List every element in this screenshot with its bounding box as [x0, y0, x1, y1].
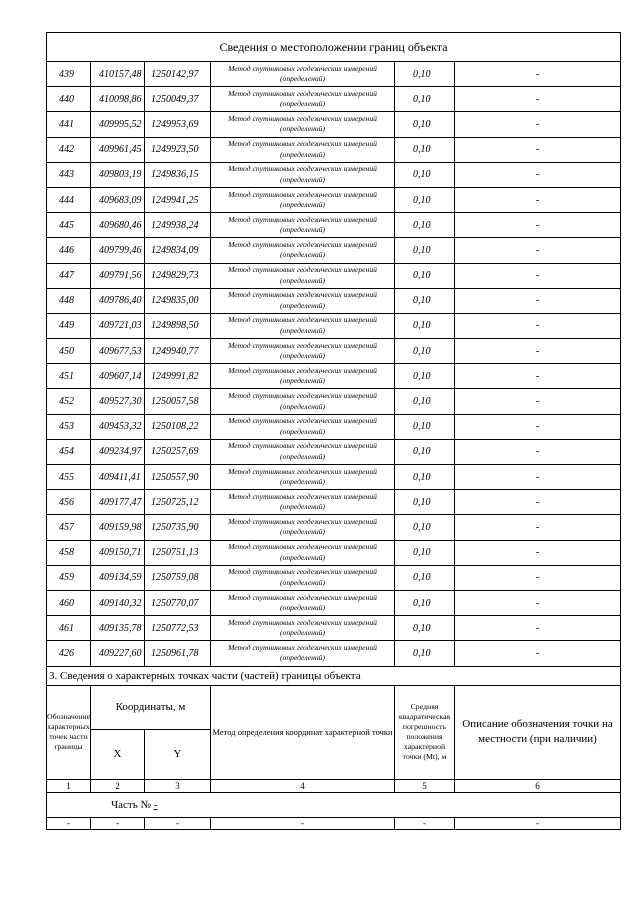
- accuracy-cell: 0,10: [395, 62, 455, 87]
- empty-cell: -: [395, 817, 455, 829]
- method-cell: Метод спутниковых геодезических измерений (определений): [211, 389, 395, 414]
- description-cell: -: [455, 641, 621, 666]
- accuracy-cell: 0,10: [395, 616, 455, 641]
- description-cell: -: [455, 490, 621, 515]
- x-coordinate-cell: 409227,60: [91, 641, 145, 666]
- y-coordinate-cell: 1250735,90: [145, 515, 211, 540]
- table-row: [47, 263, 621, 288]
- accuracy-cell: 0,10: [395, 213, 455, 238]
- part-value: -: [153, 798, 158, 811]
- x-coordinate-cell: 409680,46: [91, 213, 145, 238]
- accuracy-cell: 0,10: [395, 339, 455, 364]
- x-coordinate-cell: 409411,41: [91, 465, 145, 490]
- accuracy-cell: 0,10: [395, 313, 455, 338]
- y-coordinate-cell: 1249834,09: [145, 238, 211, 263]
- y-coordinate-cell: 1249829,73: [145, 263, 211, 288]
- y-coordinate-cell: 1250759,08: [145, 565, 211, 590]
- method-cell: Метод спутниковых геодезических измерений (определений): [211, 112, 395, 137]
- section-3-title-row: [47, 666, 621, 685]
- part-label: Часть №: [111, 798, 151, 811]
- boundary-table: [46, 32, 621, 830]
- x-coordinate-cell: 409135,78: [91, 616, 145, 641]
- col-y-header: Y: [145, 729, 211, 779]
- table-row: [47, 112, 621, 137]
- col-point-header: Обозначение характерных точек части границы: [47, 685, 91, 779]
- part-label-cell: [47, 792, 621, 817]
- x-coordinate-cell: 409791,56: [91, 263, 145, 288]
- description-cell: -: [455, 414, 621, 439]
- accuracy-cell: 0,10: [395, 137, 455, 162]
- y-coordinate-cell: 1250049,37: [145, 87, 211, 112]
- method-cell: Метод спутниковых геодезических измерений (определений): [211, 515, 395, 540]
- description-cell: -: [455, 288, 621, 313]
- x-coordinate-cell: 410098,86: [91, 87, 145, 112]
- x-coordinate-cell: 409961,45: [91, 137, 145, 162]
- y-coordinate-cell: 1249940,77: [145, 339, 211, 364]
- accuracy-cell: 0,10: [395, 263, 455, 288]
- table-row: [47, 439, 621, 464]
- point-number-cell: 441: [47, 112, 91, 137]
- empty-point-row: [47, 817, 621, 829]
- empty-cell: -: [91, 817, 145, 829]
- accuracy-cell: 0,10: [395, 112, 455, 137]
- table-row: [47, 137, 621, 162]
- col-desc-header: Описание обозначения точки на местности (при наличии): [455, 685, 621, 779]
- method-cell: Метод спутниковых геодезических измерений (определений): [211, 263, 395, 288]
- description-cell: -: [455, 339, 621, 364]
- y-coordinate-cell: 1249938,24: [145, 213, 211, 238]
- point-number-cell: 446: [47, 238, 91, 263]
- description-cell: -: [455, 515, 621, 540]
- method-cell: Метод спутниковых геодезических измерений (определений): [211, 288, 395, 313]
- table-row: [47, 641, 621, 666]
- table-row: [47, 313, 621, 338]
- description-cell: -: [455, 389, 621, 414]
- point-number-cell: 452: [47, 389, 91, 414]
- description-cell: -: [455, 137, 621, 162]
- y-coordinate-cell: 1250961,78: [145, 641, 211, 666]
- empty-cell: -: [145, 817, 211, 829]
- method-cell: Метод спутниковых геодезических измерений (определений): [211, 565, 395, 590]
- empty-cell: -: [47, 817, 91, 829]
- accuracy-cell: 0,10: [395, 565, 455, 590]
- x-coordinate-cell: 409683,09: [91, 187, 145, 212]
- description-cell: -: [455, 87, 621, 112]
- table-row: [47, 87, 621, 112]
- x-coordinate-cell: 409799,46: [91, 238, 145, 263]
- point-number-cell: 450: [47, 339, 91, 364]
- description-cell: -: [455, 162, 621, 187]
- accuracy-cell: 0,10: [395, 238, 455, 263]
- method-cell: Метод спутниковых геодезических измерений (определений): [211, 62, 395, 87]
- table-row: [47, 465, 621, 490]
- description-cell: -: [455, 62, 621, 87]
- point-number-cell: 426: [47, 641, 91, 666]
- method-cell: Метод спутниковых геодезических измерений (определений): [211, 364, 395, 389]
- y-coordinate-cell: 1249836,15: [145, 162, 211, 187]
- accuracy-cell: 0,10: [395, 540, 455, 565]
- description-cell: -: [455, 439, 621, 464]
- table-title-row: [47, 33, 621, 62]
- accuracy-cell: 0,10: [395, 414, 455, 439]
- accuracy-cell: 0,10: [395, 364, 455, 389]
- y-coordinate-cell: 1250557,90: [145, 465, 211, 490]
- description-cell: -: [455, 313, 621, 338]
- table-row: [47, 540, 621, 565]
- column-number: 6: [455, 779, 621, 792]
- y-coordinate-cell: 1250772,53: [145, 616, 211, 641]
- method-cell: Метод спутниковых геодезических измерений (определений): [211, 540, 395, 565]
- accuracy-cell: 0,10: [395, 439, 455, 464]
- point-number-cell: 455: [47, 465, 91, 490]
- table-row: [47, 213, 621, 238]
- point-number-cell: 458: [47, 540, 91, 565]
- y-coordinate-cell: 1249898,50: [145, 313, 211, 338]
- y-coordinate-cell: 1250142,97: [145, 62, 211, 87]
- table-row: [47, 389, 621, 414]
- table-row: [47, 565, 621, 590]
- point-number-cell: 460: [47, 590, 91, 615]
- column-numbers-row: [47, 779, 621, 792]
- method-cell: Метод спутниковых геодезических измерений (определений): [211, 590, 395, 615]
- method-cell: Метод спутниковых геодезических измерений (определений): [211, 137, 395, 162]
- x-coordinate-cell: 409177,47: [91, 490, 145, 515]
- x-coordinate-cell: 409453,32: [91, 414, 145, 439]
- table-row: [47, 364, 621, 389]
- x-coordinate-cell: 409677,53: [91, 339, 145, 364]
- col-accuracy-header: Средняя квадратическая погрешность положения характерной точки (Mt), м: [395, 685, 455, 779]
- x-coordinate-cell: 409721,03: [91, 313, 145, 338]
- method-cell: Метод спутниковых геодезических измерений (определений): [211, 465, 395, 490]
- point-number-cell: 440: [47, 87, 91, 112]
- accuracy-cell: 0,10: [395, 187, 455, 212]
- x-coordinate-cell: 409527,30: [91, 389, 145, 414]
- point-number-cell: 457: [47, 515, 91, 540]
- col-method-header: Метод определения координат характерной точки: [211, 685, 395, 779]
- col-x-header: X: [91, 729, 145, 779]
- point-number-cell: 444: [47, 187, 91, 212]
- method-cell: Метод спутниковых геодезических измерений (определений): [211, 490, 395, 515]
- description-cell: -: [455, 364, 621, 389]
- point-number-cell: 448: [47, 288, 91, 313]
- table-row: [47, 490, 621, 515]
- description-cell: -: [455, 616, 621, 641]
- description-cell: -: [455, 540, 621, 565]
- description-cell: -: [455, 565, 621, 590]
- y-coordinate-cell: 1250770,07: [145, 590, 211, 615]
- point-number-cell: 459: [47, 565, 91, 590]
- accuracy-cell: 0,10: [395, 515, 455, 540]
- column-number: 4: [211, 779, 395, 792]
- accuracy-cell: 0,10: [395, 162, 455, 187]
- x-coordinate-cell: 409803,19: [91, 162, 145, 187]
- description-cell: -: [455, 465, 621, 490]
- accuracy-cell: 0,10: [395, 490, 455, 515]
- x-coordinate-cell: 409150,71: [91, 540, 145, 565]
- table-row: [47, 187, 621, 212]
- point-number-cell: 442: [47, 137, 91, 162]
- x-coordinate-cell: 409134,59: [91, 565, 145, 590]
- table-title: Сведения о местоположении границ объекта: [47, 33, 621, 62]
- column-number: 3: [145, 779, 211, 792]
- method-cell: Метод спутниковых геодезических измерений (определений): [211, 238, 395, 263]
- part-row: [47, 792, 621, 817]
- accuracy-cell: 0,10: [395, 465, 455, 490]
- y-coordinate-cell: 1250751,13: [145, 540, 211, 565]
- description-cell: -: [455, 238, 621, 263]
- empty-cell: -: [455, 817, 621, 829]
- section-3: [47, 666, 621, 829]
- table-row: [47, 288, 621, 313]
- empty-cell: -: [211, 817, 395, 829]
- method-cell: Метод спутниковых геодезических измерений (определений): [211, 87, 395, 112]
- method-cell: Метод спутниковых геодезических измерений (определений): [211, 439, 395, 464]
- description-cell: -: [455, 263, 621, 288]
- description-cell: -: [455, 213, 621, 238]
- method-cell: Метод спутниковых геодезических измерений (определений): [211, 213, 395, 238]
- y-coordinate-cell: 1250057,58: [145, 389, 211, 414]
- document-page: [46, 32, 620, 830]
- x-coordinate-cell: 409786,40: [91, 288, 145, 313]
- x-coordinate-cell: 409140,32: [91, 590, 145, 615]
- accuracy-cell: 0,10: [395, 288, 455, 313]
- method-cell: Метод спутниковых геодезических измерений (определений): [211, 616, 395, 641]
- table-row: [47, 590, 621, 615]
- description-cell: -: [455, 112, 621, 137]
- x-coordinate-cell: 410157,48: [91, 62, 145, 87]
- accuracy-cell: 0,10: [395, 590, 455, 615]
- accuracy-cell: 0,10: [395, 389, 455, 414]
- point-number-cell: 456: [47, 490, 91, 515]
- method-cell: Метод спутниковых геодезических измерений (определений): [211, 187, 395, 212]
- point-number-cell: 449: [47, 313, 91, 338]
- column-number: 1: [47, 779, 91, 792]
- y-coordinate-cell: 1250108,22: [145, 414, 211, 439]
- description-cell: -: [455, 187, 621, 212]
- method-cell: Метод спутниковых геодезических измерений (определений): [211, 162, 395, 187]
- col-coords-header: Координаты, м: [91, 685, 211, 729]
- point-number-cell: 439: [47, 62, 91, 87]
- point-number-cell: 454: [47, 439, 91, 464]
- column-number: 5: [395, 779, 455, 792]
- point-number-cell: 451: [47, 364, 91, 389]
- method-cell: Метод спутниковых геодезических измерений (определений): [211, 339, 395, 364]
- column-number: 2: [91, 779, 145, 792]
- accuracy-cell: 0,10: [395, 87, 455, 112]
- point-number-cell: 461: [47, 616, 91, 641]
- section-3-header-row-1: [47, 685, 621, 729]
- y-coordinate-cell: 1249923,50: [145, 137, 211, 162]
- table-row: [47, 616, 621, 641]
- point-number-cell: 447: [47, 263, 91, 288]
- x-coordinate-cell: 409234,97: [91, 439, 145, 464]
- table-row: [47, 162, 621, 187]
- y-coordinate-cell: 1249835,00: [145, 288, 211, 313]
- point-number-cell: 453: [47, 414, 91, 439]
- point-number-cell: 443: [47, 162, 91, 187]
- x-coordinate-cell: 409607,14: [91, 364, 145, 389]
- method-cell: Метод спутниковых геодезических измерений (определений): [211, 313, 395, 338]
- table-row: [47, 238, 621, 263]
- y-coordinate-cell: 1250257,69: [145, 439, 211, 464]
- method-cell: Метод спутниковых геодезических измерений (определений): [211, 414, 395, 439]
- y-coordinate-cell: 1250725,12: [145, 490, 211, 515]
- table-row: [47, 62, 621, 87]
- y-coordinate-cell: 1249953,69: [145, 112, 211, 137]
- y-coordinate-cell: 1249991,82: [145, 364, 211, 389]
- point-number-cell: 445: [47, 213, 91, 238]
- table-row: [47, 339, 621, 364]
- x-coordinate-cell: 409159,98: [91, 515, 145, 540]
- method-cell: Метод спутниковых геодезических измерений (определений): [211, 641, 395, 666]
- section-3-title: 3. Сведения о характерных точках части (частей) границы объекта: [47, 666, 621, 685]
- y-coordinate-cell: 1249941,25: [145, 187, 211, 212]
- table-row: [47, 515, 621, 540]
- x-coordinate-cell: 409995,52: [91, 112, 145, 137]
- table-row: [47, 414, 621, 439]
- accuracy-cell: 0,10: [395, 641, 455, 666]
- description-cell: -: [455, 590, 621, 615]
